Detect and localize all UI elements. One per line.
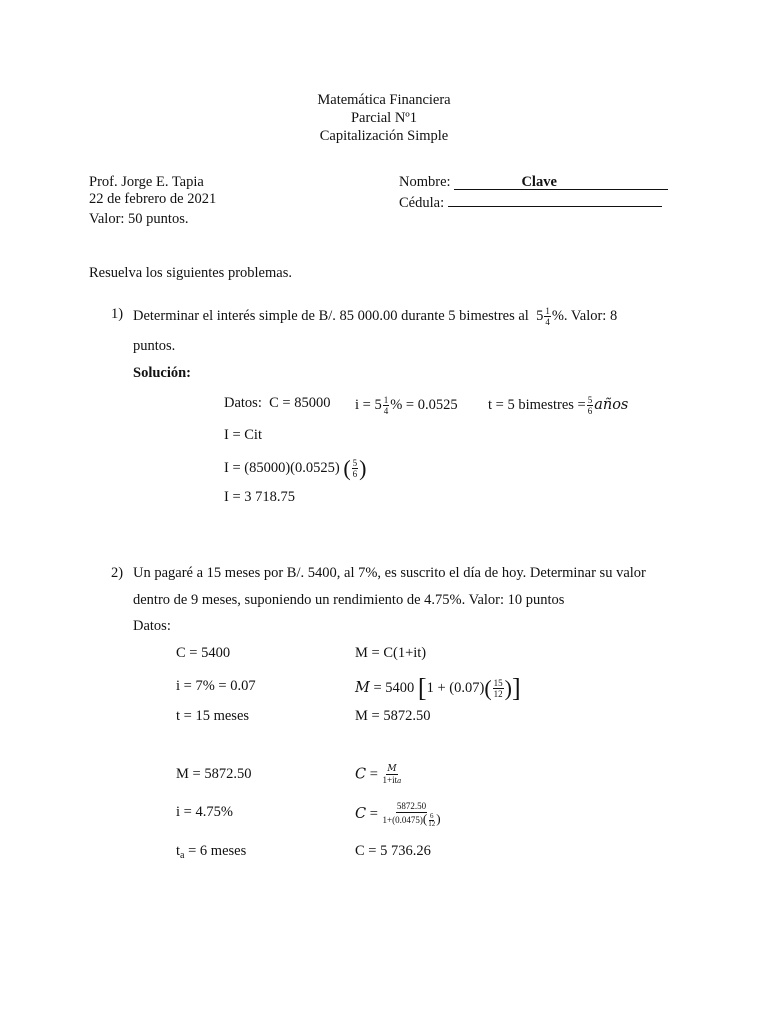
p2-c-formula: C = $\frac{M}{\text{1+ita}}$ [355, 764, 402, 785]
exam-value: Valor: 50 puntos. [89, 211, 189, 227]
rate-fraction: $\frac{1}{4}$ [545, 306, 550, 327]
problem2-number: 2) [111, 565, 124, 581]
p2-yield-rate: i = 4.75% [176, 804, 233, 820]
id-label: Cédula: [399, 195, 445, 211]
name-label: Nombre: [399, 174, 451, 190]
problem1-text-cont: puntos. [133, 338, 176, 354]
problem1-time: t = 5 bimestres = $\frac{5}{6}$ años [488, 395, 629, 416]
id-field-row [399, 191, 662, 212]
problem1-formula: I = Cit [224, 427, 262, 443]
p2-capital: C = 5400 [176, 645, 231, 661]
problem1-result: I = 3 718.75 [224, 489, 296, 505]
p2-formula-m: M = C(1+it) [355, 645, 427, 661]
problem1-rate: i = 5 $\frac{1}{4}$ % = 0.0525 [355, 395, 458, 416]
problem1-number: 1) [111, 306, 124, 322]
exam-date: 22 de febrero de 2021 [89, 191, 217, 207]
problem1-substitution: I = (85000)(0.0525) ( $\frac{5}{6}$ ) [224, 455, 367, 481]
problem2-text-cont: dentro de 9 meses, suponiendo un rendimiento de 4.75%. Valor: 10 puntos [133, 592, 565, 608]
problem2-data-label: Datos: [133, 618, 171, 634]
id-underline [448, 191, 662, 207]
problem1-data-row: Datos: C = 85000 [224, 395, 331, 411]
name-field-row [399, 174, 668, 191]
solution-label: Solución: [133, 365, 192, 381]
course-title: Matemática Financiera [317, 92, 451, 108]
problem1-text: Determinar el interés simple de B/. 85 000.00 durante 5 bimestres al 5 $\frac{1}{4}$ %. Valor: 8 [133, 306, 618, 327]
exam-title: Parcial Nº1 [350, 110, 418, 126]
p2-rate: i = 7% = 0.07 [176, 678, 256, 694]
p2-m-result: M = 5872.50 [355, 708, 431, 724]
p2-time-a: $t_a = 6$ meses [176, 843, 247, 861]
topic-title: Capitalización Simple [319, 128, 449, 144]
p2-c-substitution: C = 5872.50 1+(0.0475)( $\frac{6}{12}$ ) [355, 801, 441, 829]
instructions: Resuelva los siguientes problemas. [89, 265, 292, 281]
name-value: Clave [454, 174, 668, 190]
p2-c-result: C = 5 736.26 [355, 843, 431, 859]
p2-time: t = 15 meses [176, 708, 250, 724]
p2-maturity-value: M = 5872.50 [176, 766, 252, 782]
professor-name: Prof. Jorge E. Tapia [89, 174, 204, 190]
p2-m-substitution: M = 5400 [1 + (0.07)( $\frac{15}{12}$ )] [355, 673, 521, 703]
problem2-text: Un pagaré a 15 meses por B/. 5400, al 7%, es suscrito el día de hoy. Determinar su valor [133, 565, 646, 581]
